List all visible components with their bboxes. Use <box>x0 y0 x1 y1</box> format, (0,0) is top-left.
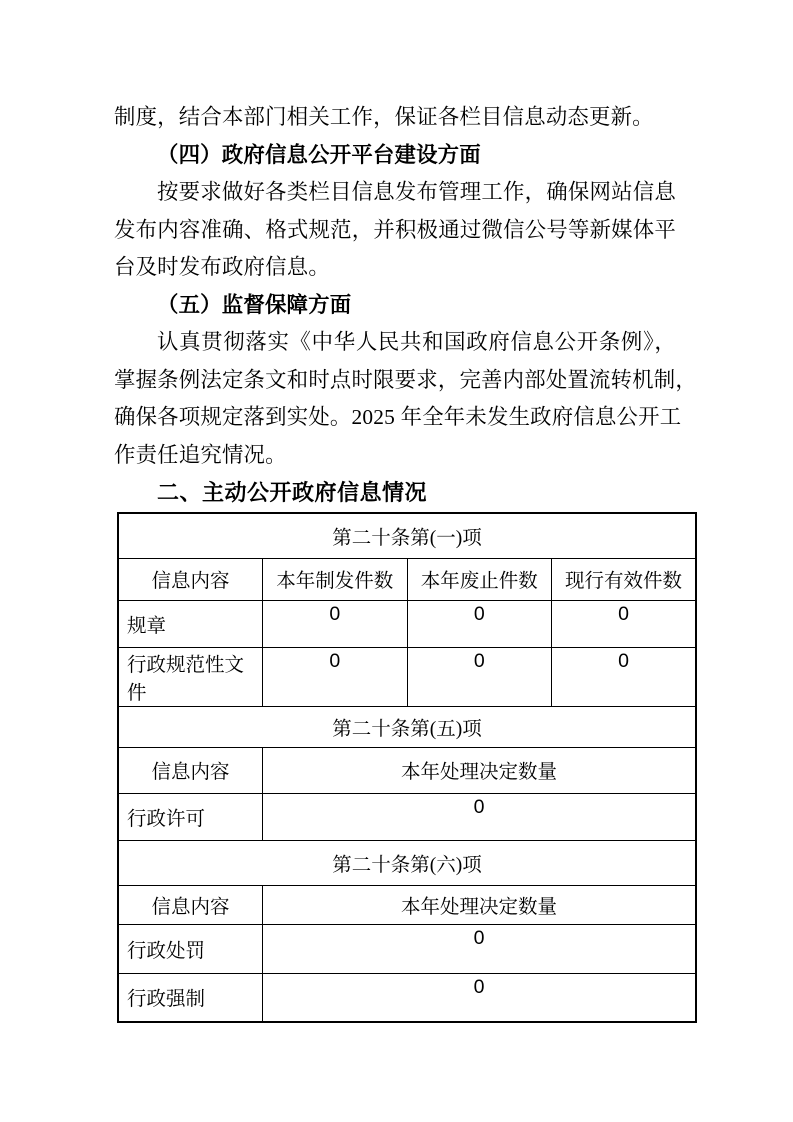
section3-title: 第二十条第(六)项 <box>118 840 696 885</box>
row-label: 行政许可 <box>118 793 263 840</box>
table-row <box>118 747 696 793</box>
table-row <box>118 840 696 885</box>
section1-header: 本年制发件数 <box>263 558 408 600</box>
body-line: 制度，结合本部门相关工作，保证各栏目信息动态更新。 <box>114 105 654 129</box>
document-body <box>114 99 697 512</box>
body-line: 按要求做好各类栏目信息发布管理工作，确保网站信息 <box>157 180 676 204</box>
disclosure-table <box>117 512 697 1023</box>
cell-value: 0 <box>552 600 697 647</box>
table-row <box>118 706 696 747</box>
table-row <box>118 647 696 706</box>
section3-header: 信息内容 <box>118 885 263 924</box>
row-label: 行政处罚 <box>118 924 263 973</box>
body-line: 认真贯彻落实《中华人民共和国政府信息公开条例》， <box>157 330 676 354</box>
section1-title: 第二十条第(一)项 <box>118 513 696 558</box>
section2-header: 本年处理决定数量 <box>263 747 697 793</box>
cell-value: 0 <box>263 973 697 1022</box>
cell-value: 0 <box>263 793 697 840</box>
subheading-five: （五）监督保障方面 <box>157 292 352 317</box>
section1-header: 现行有效件数 <box>552 558 697 600</box>
section-two-heading: 二、主动公开政府信息情况 <box>157 480 428 505</box>
body-line: 作责任追究情况。 <box>114 442 287 467</box>
cell-value: 0 <box>263 600 408 647</box>
body-line: 台及时发布政府信息。 <box>114 255 330 279</box>
body-line: 掌握条例法定条文和时点时限要求，完善内部处置流转机制， <box>114 367 697 392</box>
table-row <box>118 793 696 840</box>
table-row <box>118 558 696 600</box>
table-row <box>118 513 696 558</box>
cell-value: 0 <box>407 647 552 706</box>
row-label: 行政规范性文件 <box>118 647 263 706</box>
cell-value: 0 <box>552 647 697 706</box>
section2-title: 第二十条第(五)项 <box>118 706 696 747</box>
cell-value: 0 <box>263 924 697 973</box>
body-line: 确保各项规定落到实处。2025 年全年未发生政府信息公开工 <box>114 405 682 429</box>
table-row <box>118 924 696 973</box>
row-label: 行政强制 <box>118 973 263 1022</box>
cell-value: 0 <box>263 647 408 706</box>
table-row <box>118 600 696 647</box>
body-line: 发布内容准确、格式规范，并积极通过微信公号等新媒体平 <box>114 217 676 242</box>
section2-header: 信息内容 <box>118 747 263 793</box>
subheading-four: （四）政府信息公开平台建设方面 <box>157 142 481 167</box>
section1-header: 信息内容 <box>118 558 263 600</box>
table-row <box>118 885 696 924</box>
table-row <box>118 973 696 1022</box>
cell-value: 0 <box>407 600 552 647</box>
row-label: 规章 <box>118 600 263 647</box>
section3-header: 本年处理决定数量 <box>263 885 697 924</box>
section1-header: 本年废止件数 <box>407 558 552 600</box>
